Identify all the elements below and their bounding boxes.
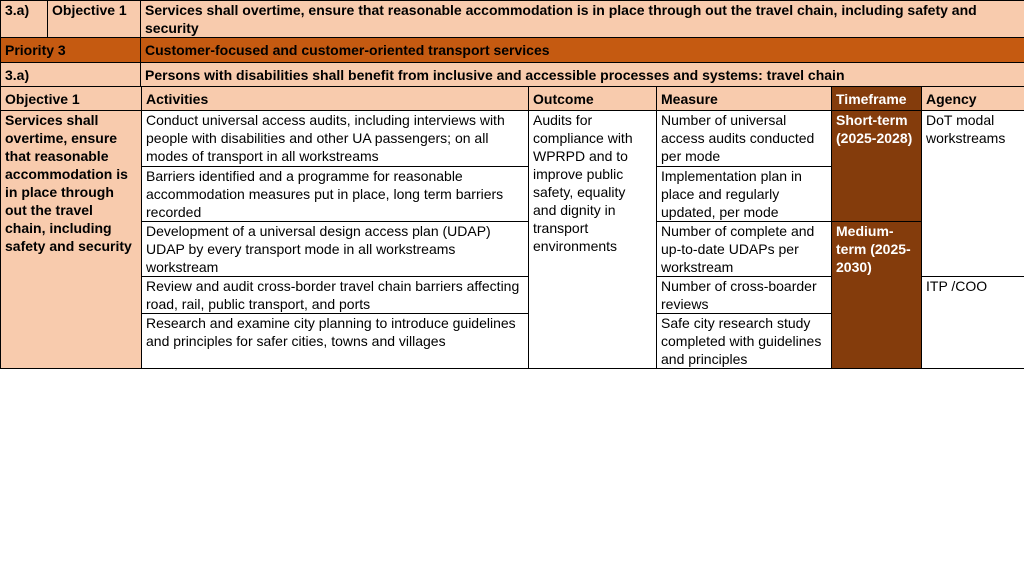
col-measure: Measure bbox=[657, 87, 832, 111]
table-row bbox=[1, 222, 1024, 277]
col-outcome: Outcome bbox=[529, 87, 657, 111]
activity-cell: Review and audit cross-border travel chain barriers affecting road, rail, public transport, and ports bbox=[142, 277, 529, 314]
outcome-cell: Audits for compliance with WPRPD and to improve public safety, equality and dignity in transport environments bbox=[529, 111, 657, 369]
header-objective-text: Services shall overtime, ensure that reasonable accommodation is in place through out the travel chain, including safety and security bbox=[141, 1, 1024, 38]
measure-cell: Safe city research study completed with guidelines and principles bbox=[657, 314, 832, 369]
table-row bbox=[1, 111, 1024, 167]
measure-cell: Implementation plan in place and regularly updated, per mode bbox=[657, 167, 832, 222]
priority-label: Priority 3 bbox=[1, 38, 141, 63]
sub-id: 3.a) bbox=[1, 63, 141, 88]
col-timeframe: Timeframe bbox=[832, 87, 922, 111]
header-id: 3.a) bbox=[1, 1, 48, 38]
col-objective: Objective 1 bbox=[1, 87, 142, 111]
timeframe-short: Short-term (2025-2028) bbox=[832, 111, 922, 222]
measure-cell: Number of complete and up-to-date UDAPs per workstream bbox=[657, 222, 832, 277]
measure-cell: Number of cross-boarder reviews bbox=[657, 277, 832, 314]
activity-cell: Research and examine city planning to introduce guidelines and principles for safer cities, towns and villages bbox=[142, 314, 529, 369]
priority-text: Customer-focused and customer-oriented transport services bbox=[141, 38, 1024, 63]
col-agency: Agency bbox=[922, 87, 1024, 111]
activity-cell: Barriers identified and a programme for reasonable accommodation measures put in place, long term barriers recorded bbox=[142, 167, 529, 222]
activity-cell: Development of a universal design access plan (UDAP) UDAP by every transport mode in all workstreams workstream bbox=[142, 222, 529, 277]
agency-cell: DoT modal workstreams bbox=[922, 111, 1024, 277]
column-header-row bbox=[1, 87, 1024, 111]
agency-cell: ITP /COO bbox=[922, 277, 1024, 369]
col-activities: Activities bbox=[142, 87, 529, 111]
objective-cell: Services shall overtime, ensure that reasonable accommodation is in place through out the travel chain, including safety and security bbox=[1, 111, 142, 369]
timeframe-medium: Medium-term (2025-2030) bbox=[832, 222, 922, 369]
activity-cell: Conduct universal access audits, including interviews with people with disabilities and other UA passengers; on all modes of transport in all workstreams bbox=[142, 111, 529, 167]
header-objective-label: Objective 1 bbox=[48, 1, 141, 38]
sub-text: Persons with disabilities shall benefit from inclusive and accessible processes and systems: travel chain bbox=[141, 63, 1024, 88]
activities-table bbox=[0, 86, 1024, 369]
header-table bbox=[0, 0, 1024, 88]
measure-cell: Number of universal access audits conducted per mode bbox=[657, 111, 832, 167]
